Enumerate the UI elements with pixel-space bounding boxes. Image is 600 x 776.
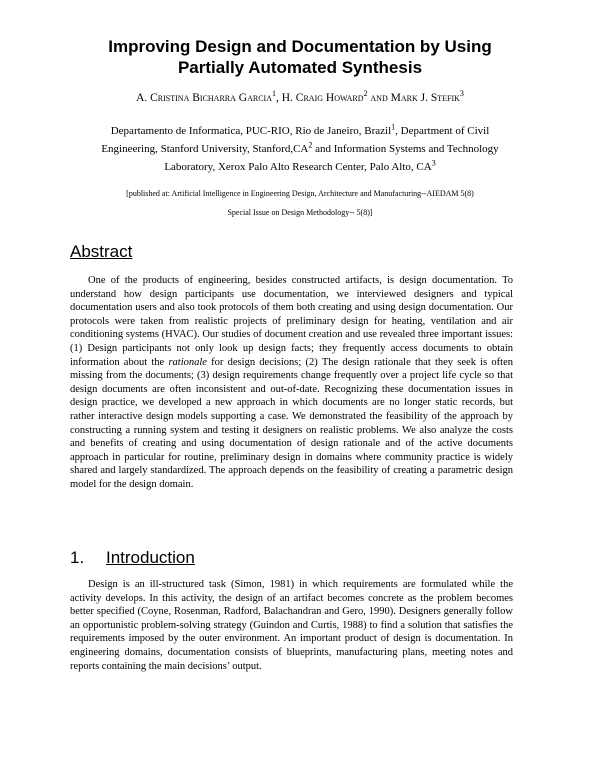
affiliation-mark: 3 (431, 158, 436, 168)
introduction-heading (70, 548, 195, 568)
author-list (40, 89, 560, 104)
introduction-paragraph: Design is an ill-structured task (Simon, 1981) in which requirements are formulated while the activity develops. In this activity, the design of an artifact becomes concrete as the problem becomes better specified (Coyne, Rosenman, Radford, Balachandran and Gero, 1990). Designers generally follow an opportunistic problem-solving strategy (Guindon and Curtis, 1988) to find a solution that satisfies the requirements imposed by the outer environment. An important product of design is documentation. In engineering domains, documentation consists of blueprints, manufacturing plans, meeting notes and reports containing the main decisions’ output. (70, 579, 513, 672)
publication-note (80, 184, 520, 222)
author-affiliation-mark: 3 (459, 89, 464, 99)
abstract-text: One of the products of engineering, besides constructed artifacts, is design documentation. To understand how design participants use documentation, we interviewed designers and typical documentation users and also took protocols of them both creating and using design documentation. Our protocols were taken from realistic projects of preliminary design for heating, ventilation and air conditioning systems (HVAC). Our studies of document creation and use revealed three important issues: (1) Design participants not only look up design facts; they frequently access documents to obtain information about the (70, 275, 513, 368)
publication-line-1: [published at: Artificial Intelligence in Engineering Design, Architecture and Manufacturing--AIEDAM 5(8) (126, 189, 474, 198)
affiliation-text: Engineering, Stanford University, Stanford,CA (101, 143, 309, 155)
section-number: 1. (70, 548, 85, 567)
author-name: H. Craig Howard (281, 92, 364, 104)
affiliation-text: Laboratory, Xerox Palo Alto Research Center, Palo Alto, CA (164, 161, 432, 173)
affiliation-line-3 (60, 158, 540, 176)
author-name: Mark J. Stefik (390, 92, 460, 104)
author-affiliation-mark: 1 (271, 89, 276, 99)
author-separator: , (275, 92, 282, 104)
affiliations (60, 122, 540, 176)
abstract-emphasis: rationale (168, 356, 207, 368)
title-line-1: Improving Design and Documentation by Using (108, 37, 492, 56)
abstract-heading: Abstract (70, 242, 133, 261)
affiliation-text: , Department of Civil (395, 125, 490, 137)
section-title: Introduction (106, 548, 195, 567)
author-name: A. Cristina Bicharra Garcia (136, 92, 272, 104)
abstract-paragraph (70, 274, 513, 492)
author-separator: and (367, 92, 391, 104)
affiliation-line-1 (60, 122, 540, 140)
affiliation-mark: 1 (391, 122, 396, 132)
affiliation-text: Departamento de Informatica, PUC-RIO, Rio de Janeiro, Brazil (110, 125, 392, 137)
paper-title (60, 36, 540, 78)
affiliation-mark: 2 (308, 140, 313, 150)
title-line-2: Partially Automated Synthesis (177, 58, 423, 77)
affiliation-text: and Information Systems and Technology (312, 143, 499, 155)
publication-line-2: Special Issue on Design Methodology-- 5(8)] (227, 208, 373, 217)
author-affiliation-mark: 2 (363, 89, 368, 99)
abstract-text: for design decisions; (2) The design rationale that they seek is often missing from the documents; (3) design requirements change frequently over a project life cycle so that design documents are often inconsistent and out-of-date. Recognizing these documentation issues in design practice, we developed a new approach in which documents are no longer static records, but rather interactive design models supporting a case. We demonstrated the feasibility of the approach by constructing a running system and testing it designers on realistic problems. We also analyze the costs and benefits of creating and using documentation of design rationale and of the active documents approach in particular for routine, preliminary design in domains where community practice is widely shared and largely standardized. The approach depends on the feasibility of creating a parametric design model for the design domain. (70, 356, 513, 490)
affiliation-line-2 (60, 140, 540, 158)
